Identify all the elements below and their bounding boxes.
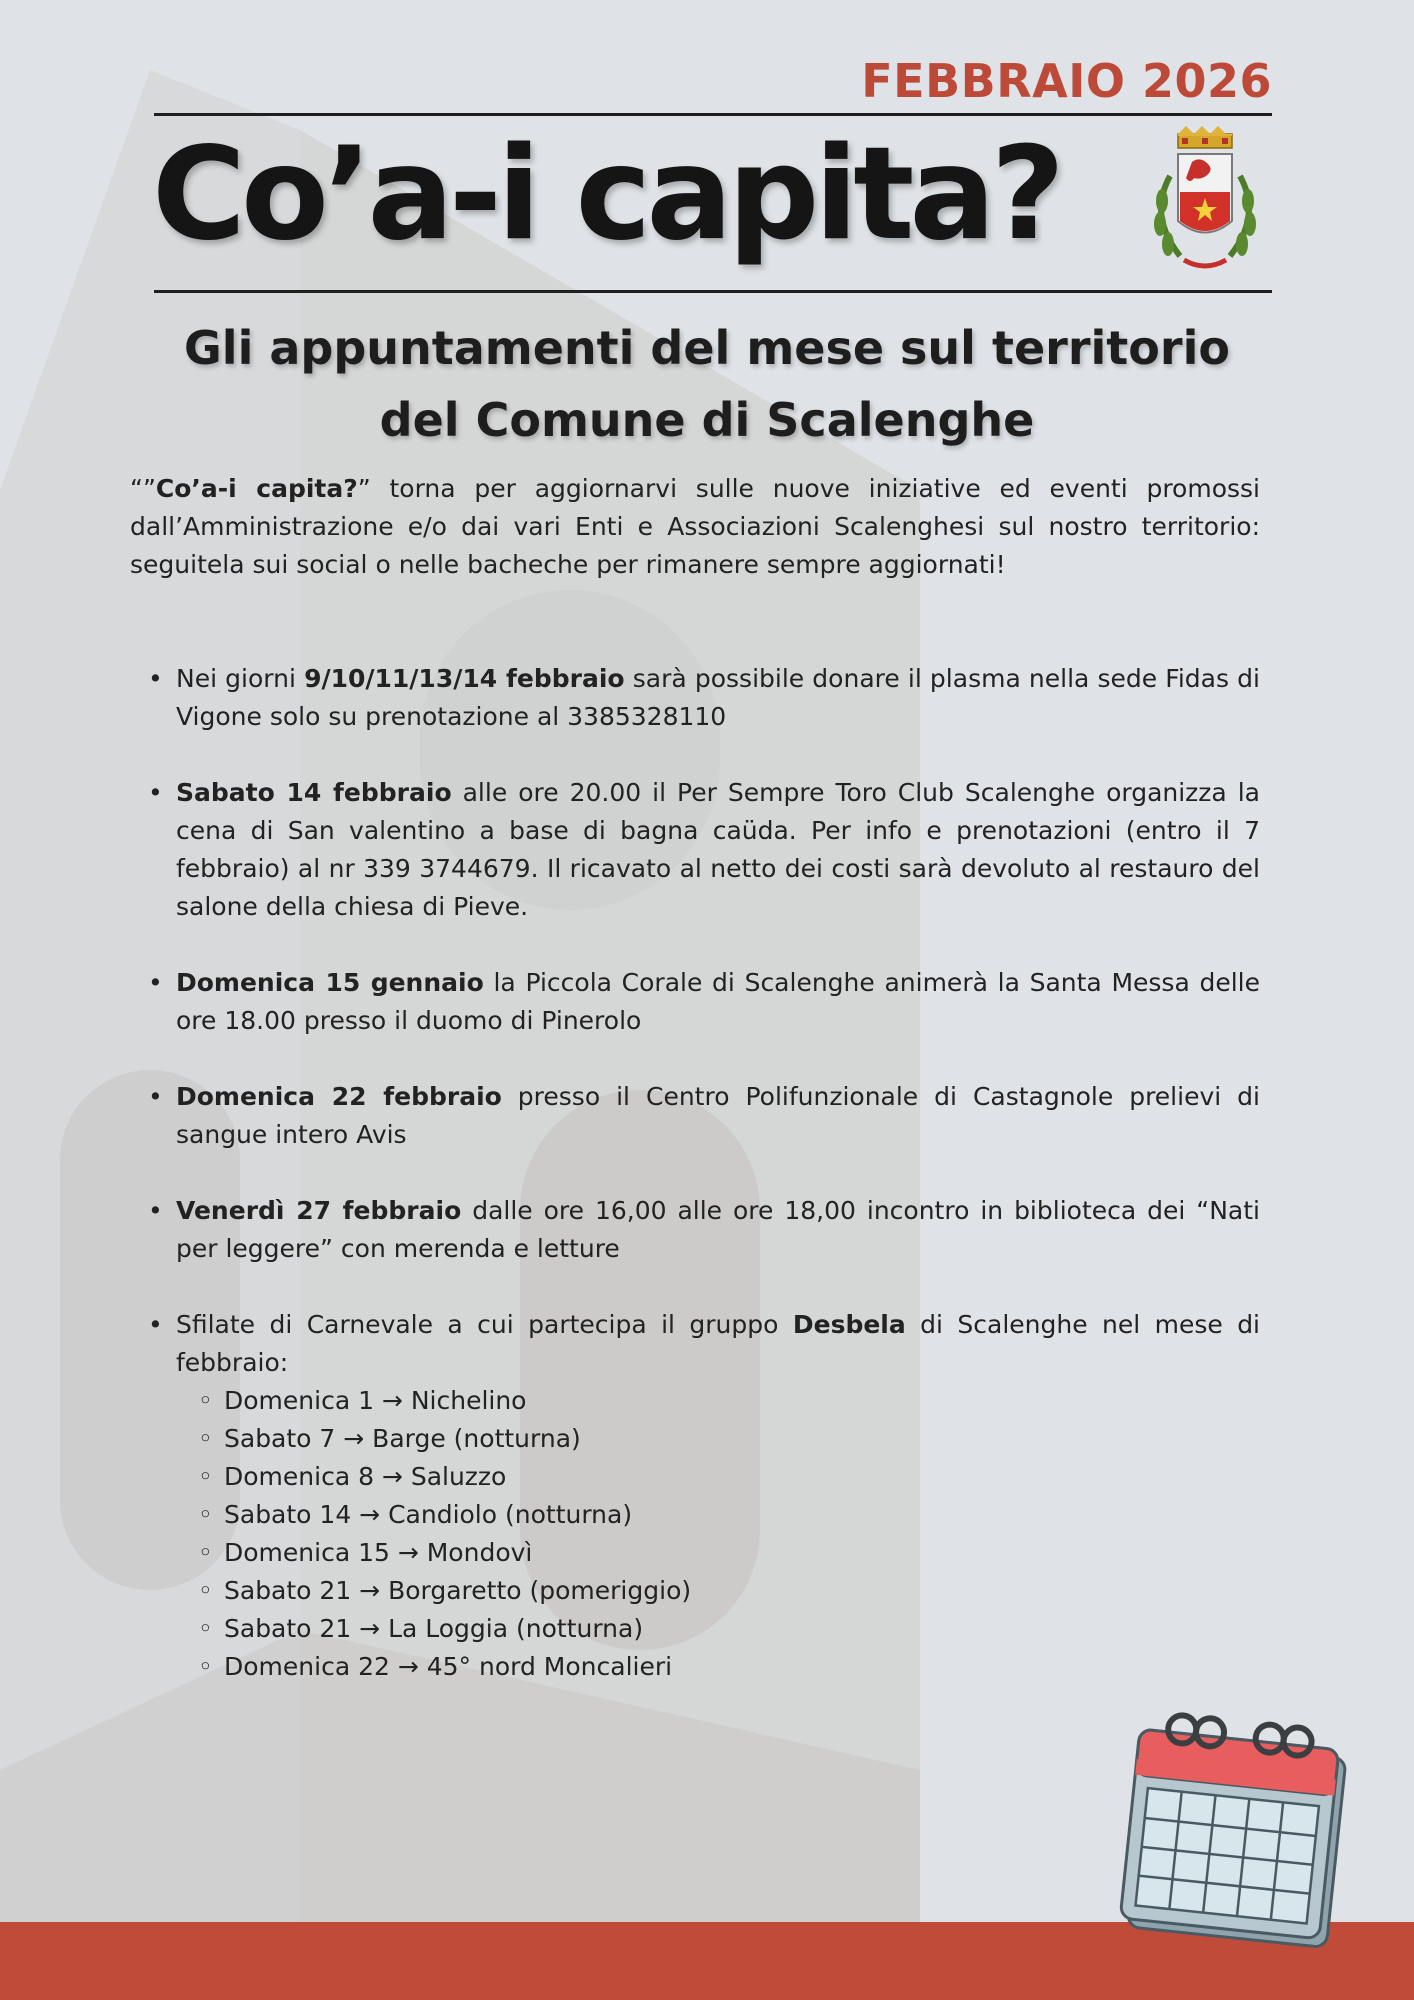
event-date: Domenica 22 febbraio (176, 1082, 502, 1111)
event-pre: Nei giorni (176, 664, 305, 693)
subtitle-line-1: Gli appuntamenti del mese sul territorio (184, 321, 1230, 375)
carnival-date: ◦ Domenica 8 → Saluzzo (224, 1458, 1260, 1496)
page-title: Co’a-i capita? (152, 120, 1060, 269)
event-text: alle ore 20.00 il Per Sempre Toro Club Scalenghe organizza la cena di San valentino a base di bagna caüda. Per info e prenotazioni (entro il 7 febbraio) al nr 339 3744679. Il ricavato al netto dei costi sarà devoluto al restauro del salone della chiesa di Pieve. (176, 778, 1261, 921)
intro-text: ” torna per aggiornarvi sulle nuove iniziative ed eventi promossi dall’Amministrazione e/o dai vari Enti e Associazioni Scalenghesi sul nostro territorio: seguitela sui social o nelle bacheche per rimanere sempre aggiornati! (130, 474, 1261, 579)
event-item (140, 1078, 1260, 1154)
event-text: la Piccola Corale di Scalenghe animerà la Santa Messa delle ore 18.00 presso il duomo di Pinerolo (176, 968, 1260, 1035)
title-rule-top (154, 113, 1272, 116)
carnival-post: di Scalenghe nel mese di febbraio: (176, 1310, 1261, 1377)
carnival-group: Desbela (792, 1310, 906, 1339)
event-text: sarà possibile donare il plasma nella sede Fidas di Vigone solo su prenotazione al 3385328110 (176, 664, 1260, 731)
event-item (140, 964, 1260, 1040)
event-date: 9/10/11/13/14 febbraio (304, 664, 625, 693)
carnival-date: ◦ Domenica 22 → 45° nord Moncalieri (224, 1648, 1260, 1686)
carnival-date: ◦ Sabato 21 → Borgaretto (pomeriggio) (224, 1572, 1260, 1610)
event-item (140, 660, 1260, 736)
coat-of-arms-icon (1140, 126, 1270, 284)
carnival-pre: Sfilate di Carnevale a cui partecipa il gruppo (176, 1310, 793, 1339)
intro-bold: Co’a-i capita? (155, 474, 358, 503)
subtitle (0, 312, 1414, 456)
carnival-schedule (176, 1382, 1260, 1686)
event-text: dalle ore 16,00 alle ore 18,00 incontro in biblioteca dei “Nati per leggere” con merenda e letture (176, 1196, 1260, 1263)
event-date: Domenica 15 gennaio (176, 968, 484, 997)
carnival-date: ◦ Sabato 7 → Barge (notturna) (224, 1420, 1260, 1458)
month-label: FEBBRAIO 2026 (861, 54, 1272, 108)
event-date: Venerdì 27 febbraio (176, 1196, 462, 1225)
events-list (140, 660, 1260, 1724)
subtitle-line-2: del Comune di Scalenghe (379, 393, 1035, 447)
event-text: presso il Centro Polifunzionale di Castagnole prelievi di sangue intero Avis (176, 1082, 1260, 1149)
intro-paragraph (130, 470, 1260, 584)
title-rule-bottom (154, 290, 1272, 293)
carnival-date: ◦ Domenica 15 → Mondovì (224, 1534, 1260, 1572)
intro-quote-open: “” (130, 474, 156, 503)
event-item (140, 1192, 1260, 1268)
carnival-item (140, 1306, 1260, 1686)
carnival-date: ◦ Sabato 14 → Candiolo (notturna) (224, 1496, 1260, 1534)
calendar-icon (1100, 1700, 1380, 1960)
carnival-date: ◦ Sabato 21 → La Loggia (notturna) (224, 1610, 1260, 1648)
carnival-date: ◦ Domenica 1 → Nichelino (224, 1382, 1260, 1420)
event-date: Sabato 14 febbraio (176, 778, 452, 807)
event-item (140, 774, 1260, 926)
